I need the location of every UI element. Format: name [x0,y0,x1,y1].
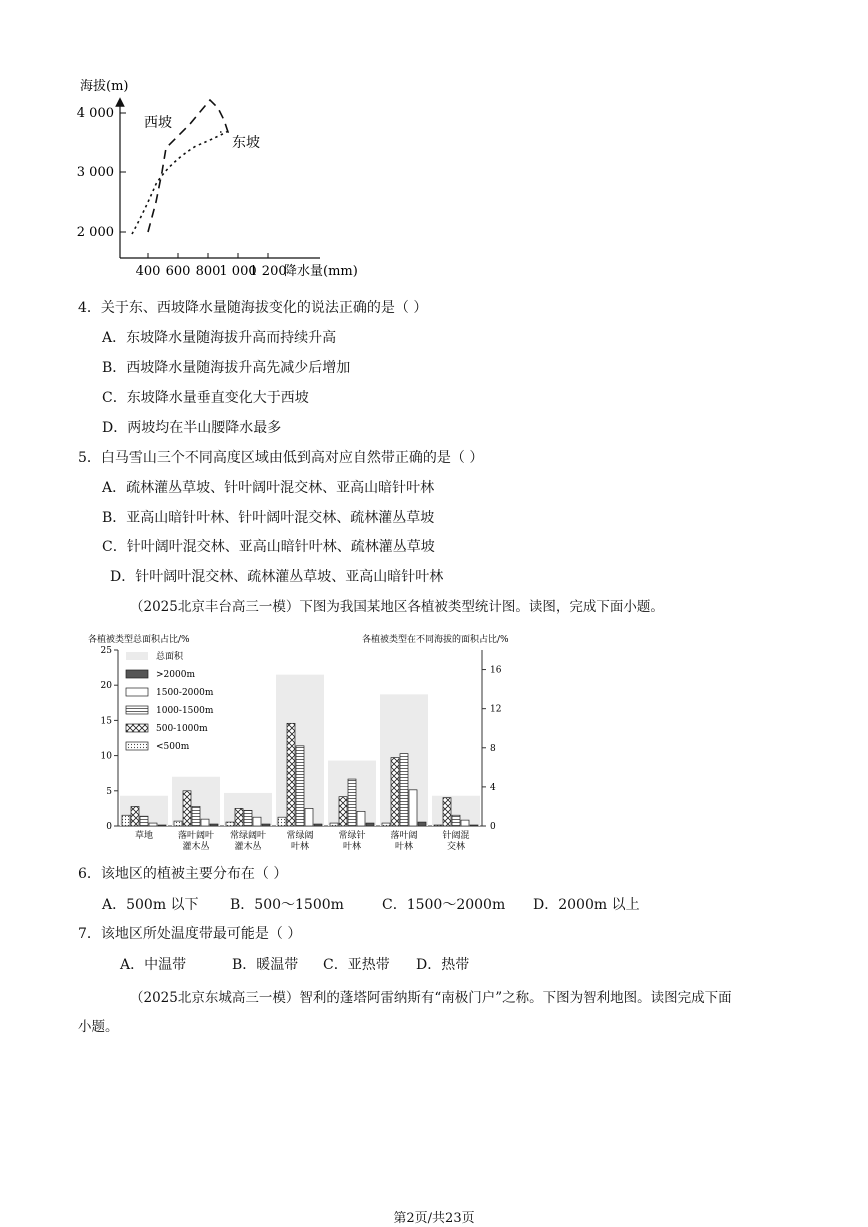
chart-left-tick-label: 5 [106,786,112,797]
chart-left-tick-label: 20 [100,681,112,692]
bar-1000-1500m [348,779,356,826]
bar->2000m [158,825,166,826]
q7-option-d: D．热带 [416,957,470,973]
legend-swatch [126,724,148,732]
bar-1500-2000m [201,819,209,826]
bar->2000m [314,824,322,826]
q7-option-c: C．亚热带 [323,957,390,973]
legend-swatch [126,670,148,678]
legend-label: 1500-2000m [156,688,214,698]
legend-label: 总面积 [156,652,184,662]
q5-option-c: C．针叶阔叶混交林、亚高山暗针叶林、疏林灌丛草坡 [102,539,435,555]
east-slope-label: 东坡 [232,135,260,151]
bar-1000-1500m [140,816,148,826]
bar->2000m [210,824,218,826]
chart-category-label: 常绿针 [338,831,366,841]
q4-option-b: B．西坡降水量随海拔升高先减少后增加 [102,360,351,376]
chart-right-tick-label: 12 [490,704,502,715]
bar->2000m [262,824,270,826]
vegetation-chart [82,626,532,858]
figure1-xlabel: 降水量(mm) [284,264,358,279]
q4-option-a: A．东坡降水量随海拔升高而持续升高 [102,330,337,346]
intro-fengtai: （2025北京丰台高三一模）下图为我国某地区各植被类型统计图。读图，完成下面小题。 [130,599,664,615]
chart-left-tick-label: 15 [100,716,112,727]
chart-right-tick-label: 4 [490,782,496,793]
chart-category-label: 叶林 [290,842,310,852]
figure1-ylabel: 海拔(m) [80,79,129,94]
bar-1000-1500m [244,810,252,826]
figure1-xtick-800: 800 [195,264,221,279]
q4-option-d: D．两坡均在半山腰降水最多 [102,420,282,436]
legend-label: 500-1000m [156,724,208,734]
chart-right-tick-label: 16 [490,665,502,676]
legend-swatch [126,742,148,750]
bar-500-1000m [131,806,139,826]
q7-stem: 7．该地区所处温度带最可能是（ ） [78,926,302,942]
figure1-xtick-1000: 1 000 [219,264,257,279]
q6-option-b: B．500～1500m [230,897,344,913]
bar-<500m [226,822,234,826]
bar-500-1000m [391,758,399,826]
chart-category-label: 灌木丛 [182,842,210,852]
figure1-xticks [136,253,287,279]
bar-1000-1500m [296,746,304,826]
chart-category-label: 落叶阔 [390,831,418,841]
bar-<500m [278,817,286,826]
figure1-ytick-2000: 2 000 [76,225,114,240]
bar->2000m [418,822,426,826]
east-slope-curve [132,130,230,234]
bar-1500-2000m [357,811,365,826]
chart-left-tick-label: 10 [100,751,112,762]
q5-stem: 5．白马雪山三个不同高度区域由低到高对应自然带正确的是（ ） [78,450,484,466]
page-footer: 第2页/共23页 [393,1211,475,1226]
bar-<500m [434,825,442,826]
bar-1500-2000m [409,790,417,826]
intro-dongcheng-line1: （2025北京东城高三一模）智利的蓬塔阿雷纳斯有“南极门户”之称。下图为智利地图。读图完成下面 [130,990,732,1006]
bar-<500m [122,815,130,826]
q5-option-a: A．疏林灌丛草坡、针叶阔叶混交林、亚高山暗针叶林 [102,480,435,496]
chart-category-label: 常绿阔 [286,831,314,841]
bar-1000-1500m [192,806,200,826]
chart-category-label: 叶林 [394,842,414,852]
figure1-ytick-4000: 4 000 [76,106,114,121]
chart-category-label: 草地 [134,831,154,841]
q7-option-b: B．暖温带 [232,957,299,973]
q6-stem: 6．该地区的植被主要分布在（ ） [78,866,288,882]
q5-option-b: B．亚高山暗针叶林、针叶阔叶混交林、疏林灌丛草坡 [102,510,435,526]
q6-option-a: A．500m 以下 [102,897,199,913]
altitude-precipitation-figure [70,72,390,282]
q7-option-a: A．中温带 [120,957,187,973]
chart-category-label: 常绿阔叶 [229,831,267,841]
bar-500-1000m [287,723,295,826]
chart-right-tick-label: 8 [490,743,496,754]
q4-stem: 4．关于东、西坡降水量随海拔变化的说法正确的是（ ） [78,300,428,316]
legend-swatch [126,652,148,660]
legend-swatch [126,706,148,714]
chart-category-label: 落叶阔叶 [177,831,215,841]
bar-1500-2000m [253,817,261,826]
figure1-xtick-600: 600 [165,264,191,279]
chart-left-tick-label: 25 [100,646,112,656]
q4-option-c: C．东坡降水量垂直变化大于西坡 [102,390,309,406]
bar-1000-1500m [400,754,408,826]
bar-1500-2000m [461,820,469,826]
bar-500-1000m [339,797,347,826]
chart-left-tick-label: 0 [106,822,112,832]
chart-category-label: 灌木丛 [234,842,262,852]
q6-option-c: C．1500～2000m [382,897,506,913]
chart-category-label: 针阔混 [442,831,470,841]
bar-<500m [330,823,338,826]
chart-right-tick-label: 0 [490,822,496,832]
q6-option-d: D．2000m 以上 [533,897,640,913]
bar-500-1000m [235,808,243,826]
chart-category-label: 交林 [446,842,466,852]
bar-500-1000m [443,798,451,826]
legend-label: 1000-1500m [156,706,214,716]
bar-<500m [382,823,390,826]
bar-1500-2000m [305,808,313,826]
q5-option-d: D．针叶阔叶混交林、疏林灌丛草坡、亚高山暗针叶林 [110,569,444,585]
bar->2000m [366,823,374,826]
figure1-xtick-1200: 1 200 [249,264,287,279]
bar-500-1000m [183,791,191,826]
legend-label: <500m [156,742,190,752]
bar-<500m [174,821,182,826]
bar-1000-1500m [452,815,460,826]
chart-category-label: 叶林 [342,842,362,852]
intro-dongcheng-line2: 小题。 [78,1019,119,1035]
west-slope-label: 西坡 [144,115,172,131]
legend-label: >2000m [156,670,195,680]
figure1-ytick-3000: 3 000 [76,165,114,180]
chart-left-title: 各植被类型总面积占比/% [88,635,190,645]
legend-swatch [126,688,148,696]
bar-1500-2000m [149,823,157,826]
chart-right-title: 各植被类型在不同海拔的面积占比/% [362,635,509,645]
bar->2000m [470,825,478,826]
figure1-xtick-400: 400 [135,264,161,279]
